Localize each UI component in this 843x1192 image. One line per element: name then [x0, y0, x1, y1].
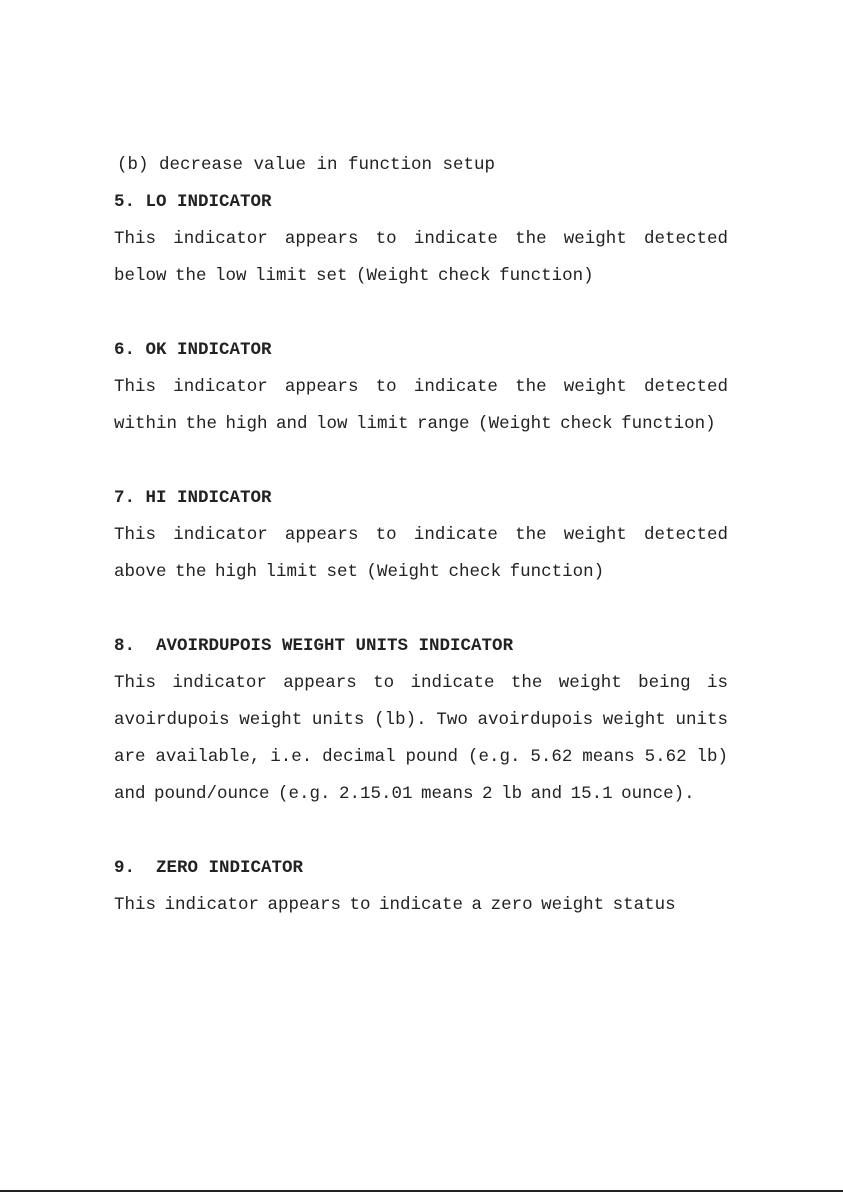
intro-line: (b) decrease value in function setup [117, 155, 496, 175]
section-body-avoirdupois: This indicator appears to indicate the weight being is avoirdupois weight units (lb). Two avoirdupois weight units are available, i.e. decimal pound (e.g. 5.62 means 5.62 lb) and pound/ounce (e.g. 2.15.01 means 2 lb and 15.1 ounce). [114, 673, 728, 804]
section-body-hi: This indicator appears to indicate the weight detected above the high limit set (Weight check function) [114, 525, 728, 582]
section-body-ok: This indicator appears to indicate the weight detected within the high and low limit range (Weight check function) [114, 377, 728, 434]
section-body-zero: This indicator appears to indicate a zero weight status [114, 895, 676, 915]
document-page [114, 147, 728, 924]
section-heading-avoirdupois: 8. AVOIRDUPOIS WEIGHT UNITS INDICATOR [114, 636, 514, 656]
spacer [114, 295, 728, 332]
section-heading-hi: 7. HI INDICATOR [114, 488, 272, 508]
spacer [114, 813, 728, 850]
section-heading-zero: 9. ZERO INDICATOR [114, 858, 304, 878]
section-heading-ok: 6. OK INDICATOR [114, 340, 272, 360]
spacer [114, 591, 728, 628]
spacer [114, 443, 728, 480]
section-body-lo: This indicator appears to indicate the weight detected below the low limit set (Weight check function) [114, 229, 728, 286]
section-heading-lo: 5. LO INDICATOR [114, 192, 272, 212]
